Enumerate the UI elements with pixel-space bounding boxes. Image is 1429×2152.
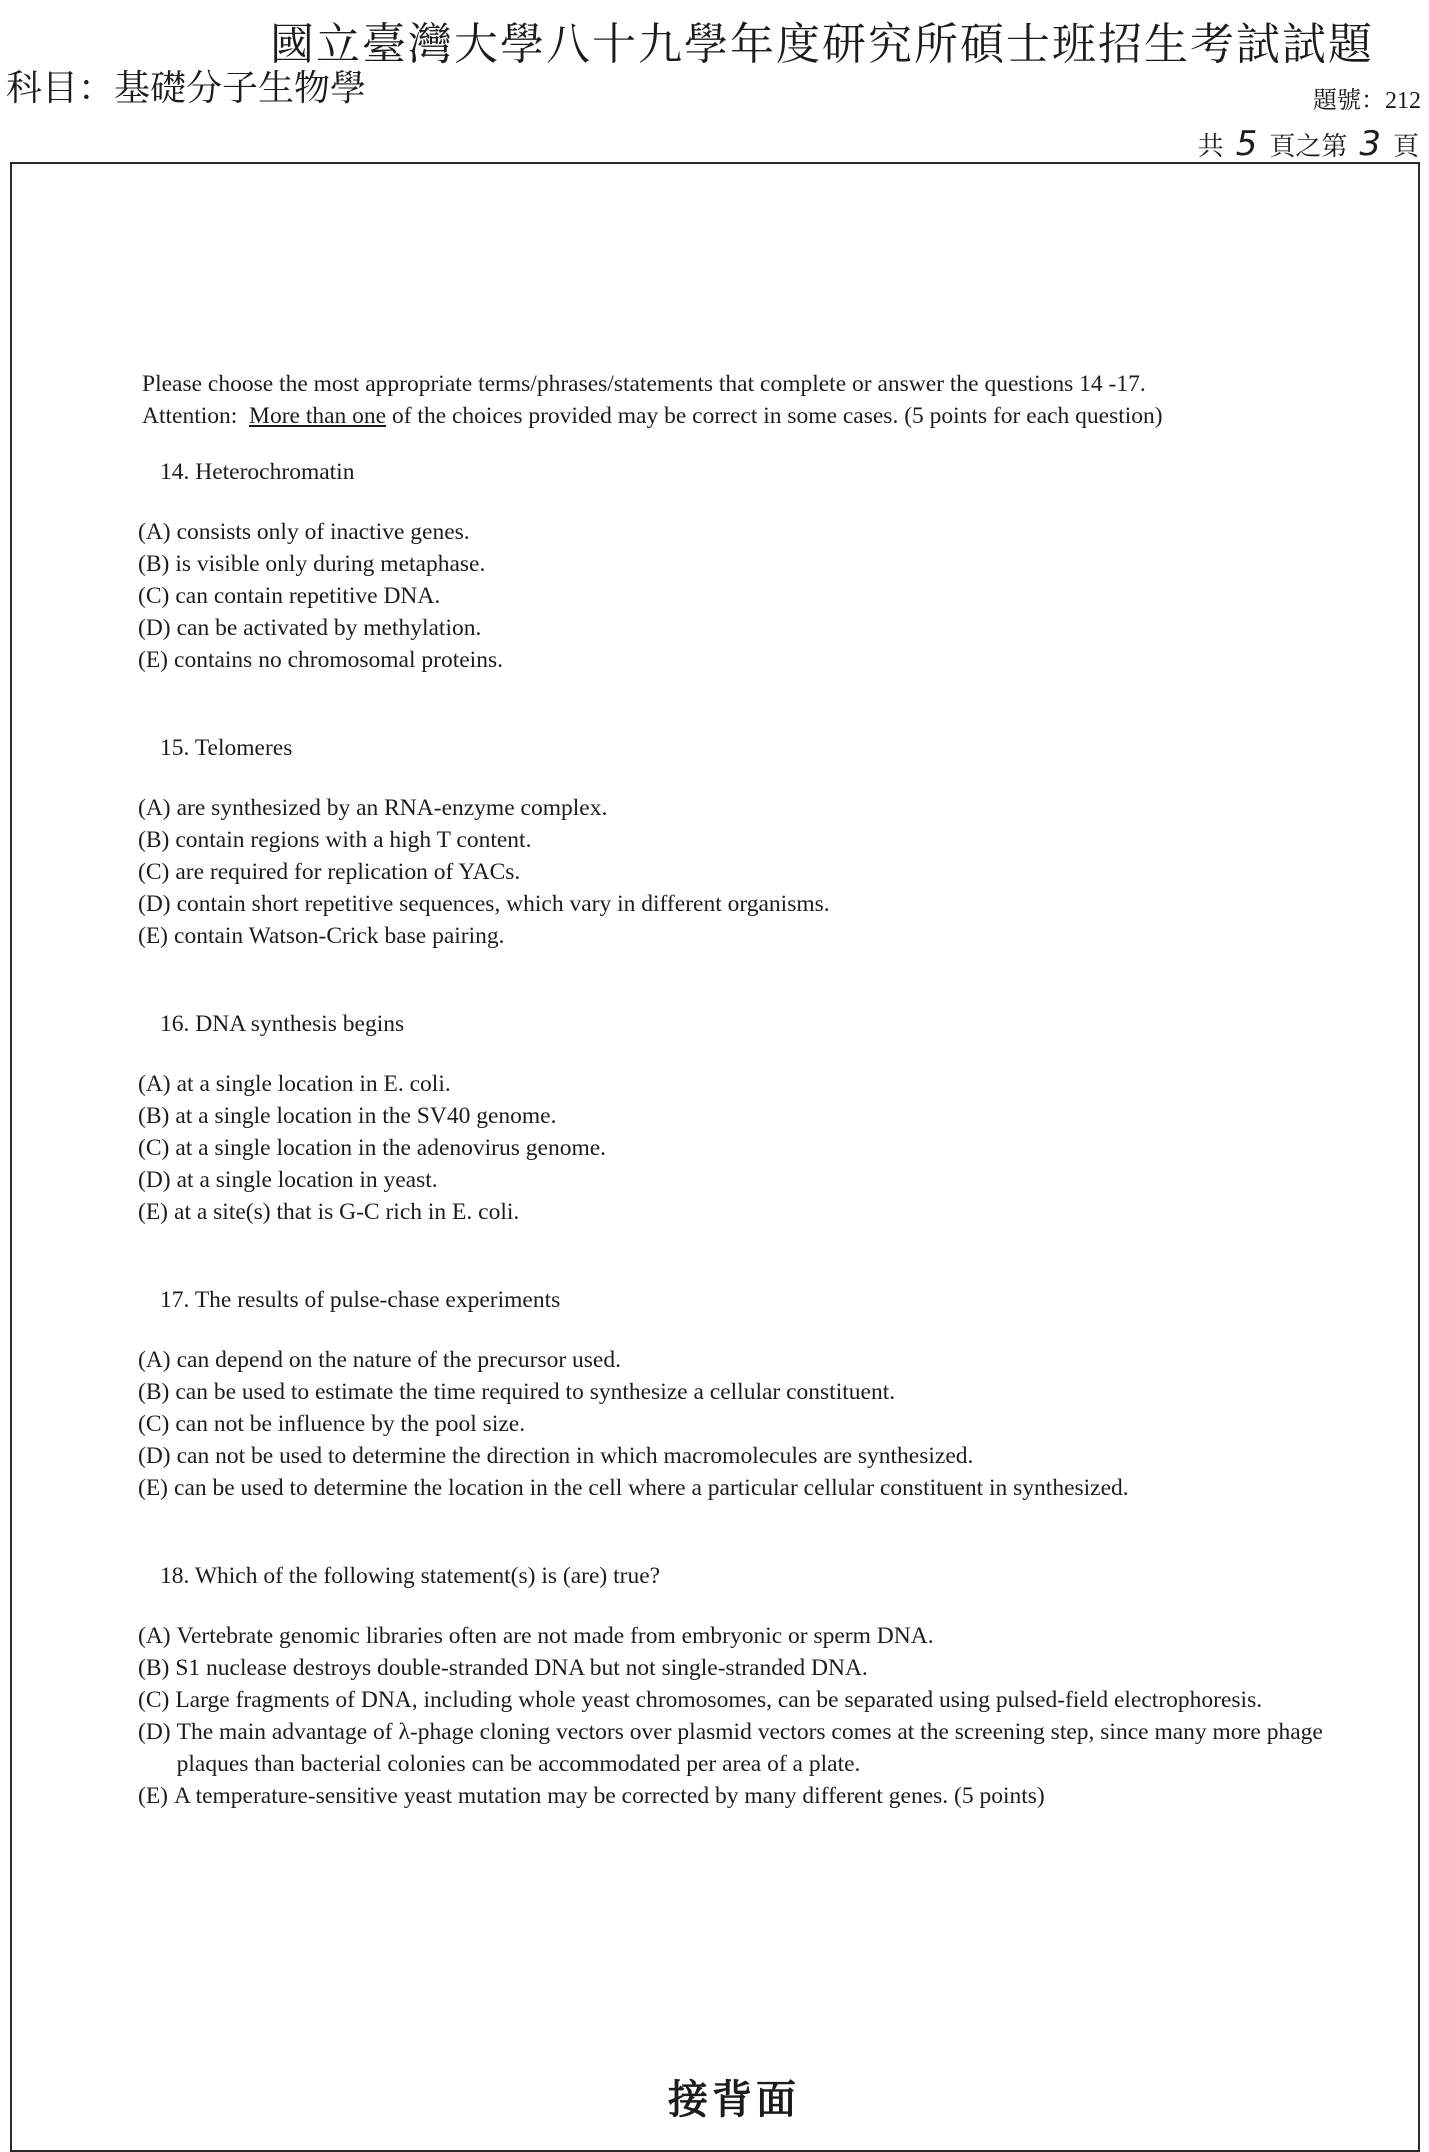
answer-option <box>138 1132 1429 1164</box>
question-block <box>0 1284 1429 1504</box>
answer-option <box>138 1408 1429 1440</box>
answer-option <box>138 1716 1429 1780</box>
option-text: can depend on the nature of the precursor used. <box>176 1347 621 1373</box>
question-block <box>0 1560 1429 1812</box>
option-label: (B) <box>138 1103 170 1129</box>
answer-option <box>138 1440 1429 1472</box>
option-text: contain short repetitive sequences, which vary in different organisms. <box>176 891 830 917</box>
answer-option <box>138 1684 1429 1716</box>
answer-option <box>138 548 1429 580</box>
answer-option <box>138 1100 1429 1132</box>
answer-option <box>138 1472 1429 1504</box>
answer-option <box>138 856 1429 888</box>
answer-option <box>138 1780 1429 1812</box>
option-label: (C) <box>138 859 170 885</box>
option-label: (B) <box>138 1379 170 1405</box>
option-text: S1 nuclease destroys double-stranded DNA but not single-stranded DNA. <box>175 1655 868 1681</box>
option-text: Vertebrate genomic libraries often are not made from embryonic or sperm DNA. <box>176 1623 934 1649</box>
option-text: can be used to estimate the time required to synthesize a cellular constituent. <box>175 1379 896 1405</box>
pages-prefix: 共 <box>1197 132 1224 161</box>
option-label: (A) <box>138 1623 171 1649</box>
option-label: (A) <box>138 795 171 821</box>
option-label: (A) <box>138 519 171 545</box>
answer-option <box>138 888 1429 920</box>
option-text: can not be influence by the pool size. <box>175 1411 526 1437</box>
answer-option <box>138 1344 1429 1376</box>
option-text: can not be used to determine the direction in which macromolecules are synthesized. <box>176 1443 974 1469</box>
option-label: (B) <box>138 827 170 853</box>
option-text: contain Watson-Crick base pairing. <box>174 923 505 949</box>
page-indicator <box>1198 124 1419 164</box>
option-text: are required for replication of YACs. <box>175 859 521 885</box>
option-label: (D) <box>138 1167 171 1193</box>
option-text: contain regions with a high T content. <box>175 827 532 853</box>
question-number: 題號：212 <box>1313 88 1421 114</box>
option-text: can contain repetitive DNA. <box>175 583 441 609</box>
option-label: (A) <box>138 1071 171 1097</box>
option-label: (E) <box>138 923 169 949</box>
pages-middle: 頁之第 <box>1269 132 1348 161</box>
pages-total: 5 <box>1235 124 1258 164</box>
option-label: (C) <box>138 1687 170 1713</box>
instructions <box>142 368 1429 432</box>
answer-option <box>138 1196 1429 1228</box>
option-label: (C) <box>138 583 170 609</box>
instructions-line-1: Please choose the most appropriate terms/phrases/statements that complete or answer the questions 14 -17. <box>142 371 1146 397</box>
attention-rest: of the choices provided may be correct in some cases. (5 points for each question) <box>391 403 1163 429</box>
attention-underlined: More than one <box>249 403 387 429</box>
question-stem: 18. Which of the following statement(s) is (are) true? <box>160 1563 661 1589</box>
option-text: at a single location in the adenovirus genome. <box>175 1135 607 1161</box>
option-label: (E) <box>138 1783 169 1809</box>
answer-option <box>138 612 1429 644</box>
option-label: (D) <box>138 1443 171 1469</box>
question-stem: 15. Telomeres <box>160 735 293 761</box>
option-text: are synthesized by an RNA-enzyme complex. <box>176 795 608 821</box>
pages-suffix: 頁 <box>1392 132 1419 161</box>
answer-option <box>138 920 1429 952</box>
answer-option <box>138 824 1429 856</box>
option-text: is visible only during metaphase. <box>175 551 486 577</box>
option-label: (B) <box>138 1655 170 1681</box>
answer-option <box>138 1652 1429 1684</box>
answer-option <box>138 1068 1429 1100</box>
option-text: at a single location in the SV40 genome. <box>175 1103 557 1129</box>
option-text: can be activated by methylation. <box>176 615 482 641</box>
question-list <box>0 456 1429 1812</box>
answer-option <box>138 792 1429 824</box>
option-text: The main advantage of λ-phage cloning vectors over plasmid vectors comes at the screening step, since many more phage plaques than bacterial colonies can be accommodated per area of a plate. <box>176 1719 1323 1777</box>
option-label: (A) <box>138 1347 171 1373</box>
question-stem: 14. Heterochromatin <box>160 459 355 485</box>
option-label: (E) <box>138 1199 169 1225</box>
option-text: contains no chromosomal proteins. <box>174 647 503 673</box>
question-block <box>0 456 1429 676</box>
question-stem: 17. The results of pulse-chase experiments <box>160 1287 561 1313</box>
option-text: A temperature-sensitive yeast mutation may be corrected by many different genes. (5 points) <box>174 1783 1045 1809</box>
exam-content <box>0 368 1429 1812</box>
option-label: (D) <box>138 615 171 641</box>
answer-option <box>138 644 1429 676</box>
option-label: (C) <box>138 1411 170 1437</box>
option-text: at a single location in E. coli. <box>176 1071 451 1097</box>
answer-option <box>138 1376 1429 1408</box>
answer-option <box>138 516 1429 548</box>
question-stem: 16. DNA synthesis begins <box>160 1011 405 1037</box>
instructions-line-2 <box>142 400 1429 432</box>
option-label: (D) <box>138 891 171 917</box>
attention-label: Attention: <box>142 403 238 429</box>
question-block <box>0 1008 1429 1228</box>
option-text: at a site(s) that is G-C rich in E. coli. <box>174 1199 520 1225</box>
option-text: at a single location in yeast. <box>176 1167 438 1193</box>
option-label: (E) <box>138 1475 169 1501</box>
answer-option <box>138 1620 1429 1652</box>
question-block <box>0 732 1429 952</box>
option-text: can be used to determine the location in the cell where a particular cellular constituent in synthesized. <box>174 1475 1129 1501</box>
option-label: (C) <box>138 1135 170 1161</box>
option-text: consists only of inactive genes. <box>176 519 470 545</box>
answer-option <box>138 580 1429 612</box>
continue-on-back: 接背面 <box>668 2076 800 2123</box>
pages-current: 3 <box>1359 124 1381 164</box>
option-label: (D) <box>138 1719 171 1745</box>
option-label: (B) <box>138 551 170 577</box>
option-text: Large fragments of DNA, including whole yeast chromosomes, can be separated using pulsed-field electrophoresis. <box>175 1687 1263 1713</box>
exam-title: 國立臺灣大學八十九學年度研究所碩士班招生考試試題 <box>270 20 1374 69</box>
answer-option <box>138 1164 1429 1196</box>
subject-label: 科目：基礎分子生物學 <box>6 68 367 108</box>
option-label: (E) <box>138 647 169 673</box>
